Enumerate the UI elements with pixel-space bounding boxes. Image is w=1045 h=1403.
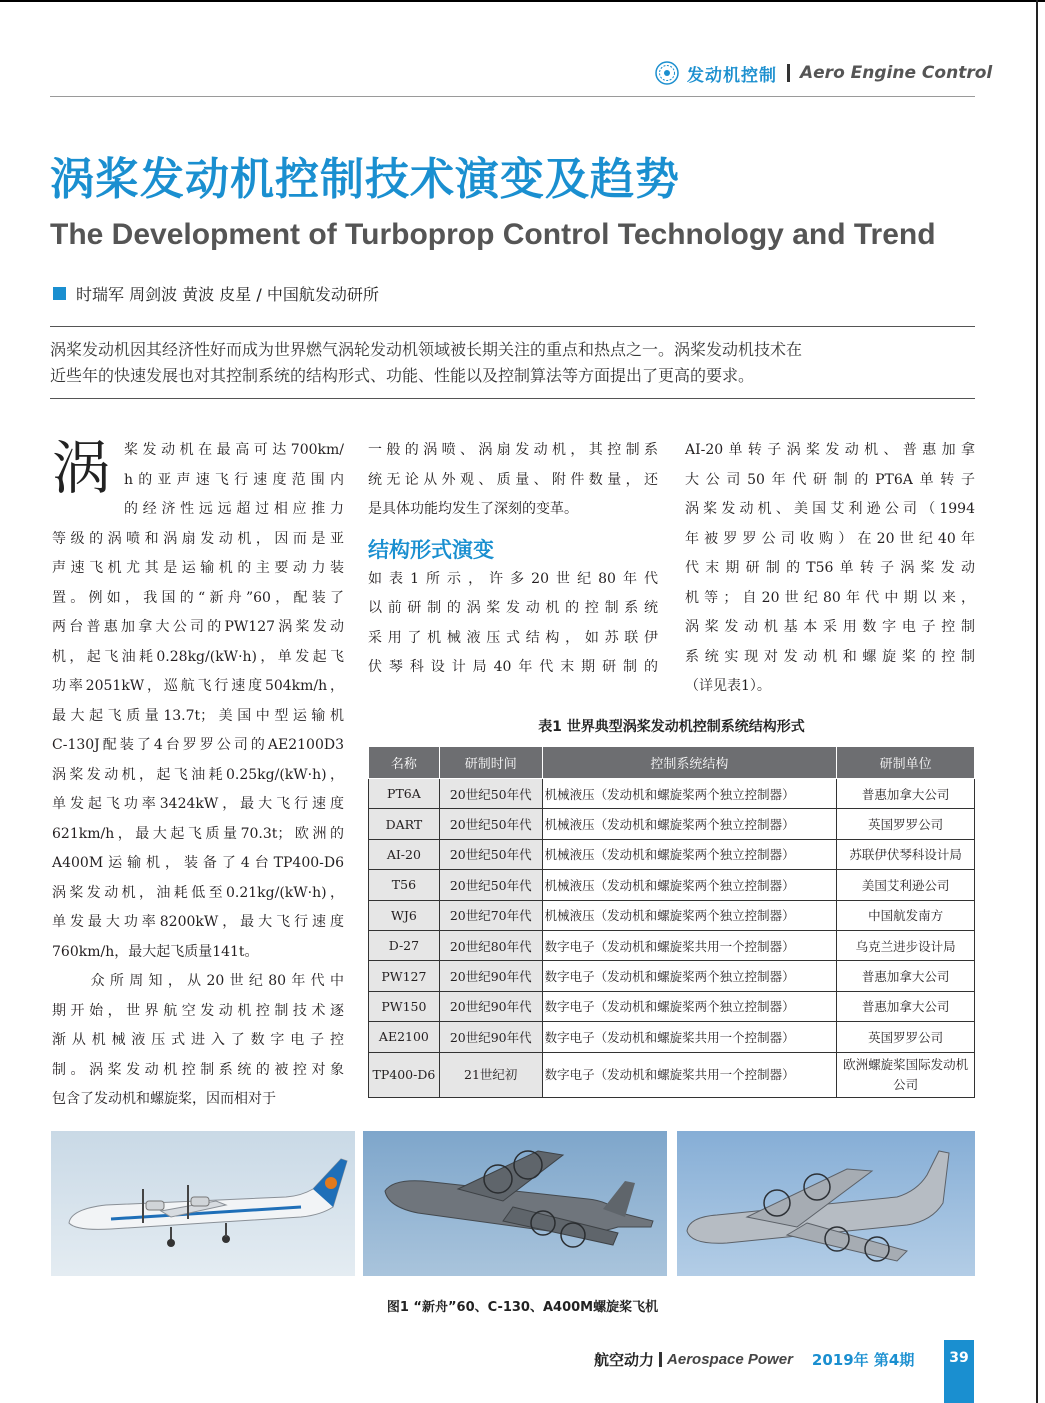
cell-developer: 普惠加拿大公司 [837, 779, 975, 809]
text-line: C-130J配装了4台罗罗公司的AE2100D3 [52, 737, 344, 753]
table-row [369, 1022, 975, 1052]
table-title: 表1 世界典型涡桨发动机控制系统结构形式 [538, 719, 805, 735]
header-separator [787, 64, 790, 82]
photo-c-130 [363, 1131, 667, 1276]
cell-structure: 数字电子（发动机和螺旋桨共用一个控制器） [542, 1022, 837, 1052]
article-title-cn: 涡桨发动机控制技术演变及趋势 [50, 154, 680, 205]
author-line [53, 282, 379, 305]
cell-time: 20世纪70年代 [439, 900, 542, 930]
text-line: 以前研制的涡桨发动机的控制系统 [368, 600, 658, 616]
turbine-fan-icon [655, 61, 679, 85]
cell-developer: 普惠加拿大公司 [837, 991, 975, 1021]
cell-name: D-27 [369, 930, 440, 960]
abstract-top-rule [50, 326, 975, 327]
cell-name: AI-20 [369, 839, 440, 869]
table-row [369, 779, 975, 809]
text-line: 如表1所示，许多20世纪80年代 [368, 570, 658, 587]
text-line: 置。例如，我国的“新舟”60，配装了 [52, 589, 344, 606]
table-row [369, 839, 975, 869]
cell-name: TP400-D6 [369, 1052, 440, 1097]
journal-name-cn: 航空动力 [594, 1351, 655, 1369]
cell-structure: 数字电子（发动机和螺旋桨共用一个控制器） [542, 930, 837, 960]
text-line: （详见表1）。 [685, 678, 771, 694]
text-line: 声速飞机尤其是运输机的主要动力装 [52, 560, 344, 576]
text-line: 系统实现对发动机和螺旋桨的控制 [685, 648, 975, 665]
text-line: 涡桨发动机、美国艾利逊公司（1994 [685, 501, 975, 517]
cell-name: PW127 [369, 961, 440, 991]
text-line: h的亚声速飞行速度范围内 [124, 471, 344, 488]
text-line: 桨发动机在最高可达700km/ [124, 442, 344, 458]
footer-separator [659, 1352, 662, 1367]
running-header [655, 60, 992, 86]
table-row [369, 930, 975, 960]
table-row [369, 809, 975, 839]
section-name-en: Aero Engine Control [800, 63, 993, 83]
cell-time: 21世纪初 [439, 1052, 542, 1097]
abstract-line: 涡桨发动机因其经济性好而成为世界燃气涡轮发动机领域被长期关注的重点和热点之一。涡桨发动机技术在 [50, 340, 803, 359]
abstract-line: 近些年的快速发展也对其控制系统的结构形式、功能、性能以及控制算法等方面提出了更高的要求。 [50, 366, 755, 385]
table-row [369, 1052, 975, 1097]
text-line: 单发最大功率8200kW，最大飞行速度 [52, 914, 344, 930]
cell-structure: 机械液压（发动机和螺旋桨两个独立控制器） [542, 900, 837, 930]
text-line: 621km/h，最大起飞质量70.3t；欧洲的 [52, 825, 344, 842]
cell-developer: 乌克兰进步设计局 [837, 930, 975, 960]
text-line: 制。涡桨发动机控制系统的被控对象 [52, 1061, 344, 1078]
page-footer [594, 1349, 914, 1370]
text-line: 的经济性远远超过相应推力 [124, 501, 344, 517]
header-rule [50, 96, 975, 97]
a400m-aircraft-image [677, 1131, 975, 1276]
figure-caption: 图1 “新舟”60、C-130、A400M螺旋桨飞机 [386, 1300, 659, 1315]
cell-developer: 英国罗罗公司 [837, 1022, 975, 1052]
text-line: 机等；自20世纪80年代中期以来， [685, 589, 975, 606]
issue-label: 2019年 第4期 [811, 1351, 915, 1369]
cell-structure: 数字电子（发动机和螺旋桨两个独立控制器） [542, 991, 837, 1021]
text-line: 760km/h，最大起飞质量141t。 [52, 943, 259, 960]
photo-a400m [677, 1131, 975, 1276]
table-row [369, 870, 975, 900]
text-line: 涡桨发动机，油耗低至0.21kg/(kW·h)， [52, 884, 344, 901]
section-name-cn: 发动机控制 [687, 65, 777, 86]
photo-xinzhou-60 [51, 1131, 355, 1276]
text-line: AI-20单转子涡桨发动机、普惠加拿 [685, 442, 975, 458]
text-line: 最大起飞质量13.7t；美国中型运输机 [52, 707, 344, 724]
cell-name: PT6A [369, 779, 440, 809]
section-heading: 结构形式演变 [368, 537, 494, 562]
text-line: 功率2051kW，巡航飞行速度504km/h， [52, 678, 344, 694]
column-header-structure: 控制系统结构 [542, 747, 837, 779]
cell-time: 20世纪90年代 [439, 1022, 542, 1052]
cell-time: 20世纪50年代 [439, 870, 542, 900]
text-line: 伏琴科设计局40年代末期研制的 [368, 659, 658, 675]
cell-time: 20世纪50年代 [439, 839, 542, 869]
text-line: 两台普惠加拿大公司的PW127涡桨发动 [52, 619, 344, 635]
text-line: 单发起飞功率3424kW，最大飞行速度 [52, 796, 344, 812]
text-line: 涡桨发动机，起飞油耗0.25kg/(kW·h)， [52, 766, 344, 783]
abstract-bottom-rule [50, 398, 975, 399]
cell-developer: 苏联伊伏琴科设计局 [837, 839, 975, 869]
body-column-1 [52, 436, 344, 1115]
cell-structure: 机械液压（发动机和螺旋桨两个独立控制器） [542, 809, 837, 839]
text-line: A400M运输机，装备了4台TP400-D6 [52, 855, 344, 871]
text-line: 年被罗罗公司收购）在20世纪40年 [685, 530, 975, 547]
c-130-aircraft-image [363, 1131, 667, 1276]
text-line: 包含了发动机和螺旋桨，因而相对于 [52, 1091, 276, 1107]
text-line: 统无论从外观、质量、附件数量，还 [368, 471, 658, 488]
abstract [50, 337, 975, 389]
table-header-row [369, 747, 975, 779]
cell-structure: 数字电子（发动机和螺旋桨两个独立控制器） [542, 961, 837, 991]
cell-structure: 机械液压（发动机和螺旋桨两个独立控制器） [542, 779, 837, 809]
cell-name: DART [369, 809, 440, 839]
column-header-developer: 研制单位 [837, 747, 975, 779]
cell-structure: 机械液压（发动机和螺旋桨两个独立控制器） [542, 839, 837, 869]
article-title-en: The Development of Turboprop Control Technology and Trend [50, 218, 936, 251]
cell-time: 20世纪90年代 [439, 991, 542, 1021]
drop-cap: 涡 [52, 434, 111, 502]
author-bullet-icon [53, 287, 66, 300]
column-header-name: 名称 [369, 747, 440, 779]
journal-name-en: Aerospace Power [667, 1351, 793, 1368]
page-number: 39 [949, 1350, 969, 1366]
cell-structure: 数字电子（发动机和螺旋桨共用一个控制器） [542, 1052, 837, 1097]
table-row [369, 961, 975, 991]
cell-time: 20世纪50年代 [439, 809, 542, 839]
top-border [0, 0, 1045, 2]
cell-name: PW150 [369, 991, 440, 1021]
cell-name: T56 [369, 870, 440, 900]
cell-time: 20世纪80年代 [439, 930, 542, 960]
cell-structure: 机械液压（发动机和螺旋桨两个独立控制器） [542, 870, 837, 900]
text-line: 大公司50年代研制的PT6A单转子 [685, 471, 975, 488]
cell-developer: 欧洲螺旋桨国际发动机公司 [837, 1052, 975, 1097]
cell-developer: 中国航发南方 [837, 900, 975, 930]
text-line: 等级的涡喷和涡扇发动机，因而是亚 [52, 530, 344, 547]
text-line: 涡桨发动机基本采用数字电子控制 [685, 619, 975, 635]
right-border [1036, 0, 1038, 1403]
cell-developer: 英国罗罗公司 [837, 809, 975, 839]
text-line: 机，起飞油耗0.28kg/(kW·h)，单发起飞 [52, 648, 344, 665]
xinzhou-60-aircraft-image [51, 1131, 355, 1276]
cell-name: WJ6 [369, 900, 440, 930]
column-header-time: 研制时间 [439, 747, 542, 779]
text-line: 采用了机械液压式结构，如苏联伊 [368, 629, 658, 646]
table-row [369, 991, 975, 1021]
body-column-2 [368, 436, 658, 683]
body-column-3 [685, 436, 975, 702]
authors-text: 时瑞军 周剑波 黄波 皮星 / 中国航发动研所 [76, 285, 379, 304]
control-system-table [368, 746, 975, 1098]
text-line: 众所周知，从20世纪80年代中 [52, 973, 344, 989]
cell-developer: 普惠加拿大公司 [837, 961, 975, 991]
table-row [369, 900, 975, 930]
cell-name: AE2100 [369, 1022, 440, 1052]
cell-developer: 美国艾利逊公司 [837, 870, 975, 900]
text-line: 一般的涡喷、涡扇发动机，其控制系 [368, 442, 658, 458]
text-line: 代末期研制的T56单转子涡桨发动 [685, 560, 975, 576]
text-line: 是具体功能均发生了深刻的变革。 [368, 501, 578, 517]
cell-time: 20世纪50年代 [439, 779, 542, 809]
cell-time: 20世纪90年代 [439, 961, 542, 991]
text-line: 期开始，世界航空发动机控制技术逐 [52, 1002, 344, 1019]
text-line: 渐从机械液压式进入了数字电子控 [52, 1032, 344, 1048]
